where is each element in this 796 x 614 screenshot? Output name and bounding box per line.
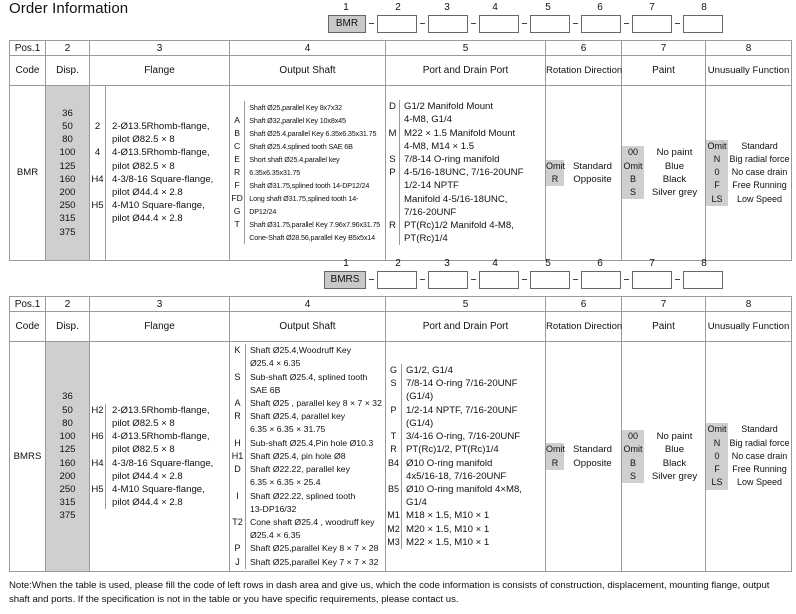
flange-header: Flange xyxy=(90,312,230,342)
dash xyxy=(369,279,374,280)
output-shaft-header: Output Shaft xyxy=(230,312,386,342)
strip-number: 2 xyxy=(395,258,401,269)
pos-number: 8 xyxy=(706,41,792,56)
strip-number: 6 xyxy=(597,258,603,269)
strip-number: 4 xyxy=(492,2,498,13)
code-field-8[interactable] xyxy=(683,271,723,289)
pos-number: 2 xyxy=(46,297,90,312)
port-cell: D M S P R G1/2 Manifold Mount 4-M8, G1/4 M22 × 1.5 Manifold Mount 4-M8, M14 × 1.5 7/8-14 O-ring manifold 4-5/16-18UNC, 7/16-20UNF 1/2-14 NPTF Manifold 4-5/16-18UNC, 7/16-20UNF PT(Rc)1/2 Manifold 4-M8, PT(Rc)1/4 xyxy=(386,86,546,261)
dash xyxy=(369,23,374,24)
strip-number: 6 xyxy=(597,2,603,13)
strip-number: 1 xyxy=(343,258,349,269)
strip-number: 5 xyxy=(545,2,551,13)
dash xyxy=(675,23,680,24)
dash xyxy=(675,279,680,280)
code-field-2[interactable] xyxy=(377,15,417,33)
flange-cell: 2 4 H4 H5 2-Ø13.5Rhomb-flange, pilot Ø82.5 × 8 4-Ø13.5Rhomb-flange, pilot Ø82.5 × 8 4-3/8-16 Square-flange, pilot Ø44.4 × 2.8 4-M10 Square-flange, pilot Ø44.4 × 2.8 xyxy=(90,86,230,261)
function-cell: Omit N 0 F LS Standard Big radial force No case drain Free Running Low Speed xyxy=(706,86,792,261)
pos-number: 5 xyxy=(386,41,546,56)
dash xyxy=(420,23,425,24)
disp-header: Disp. xyxy=(46,56,90,86)
output-shaft-cell: A B C E R F FD G T Shaft Ø25,parallel Key 8x7x32 Shaft Ø32,parallel Key 10x8x45 Shaft Ø25.4,parallel Key 6.35x6.35x31.75 Shaft Ø25.4,splined tooth SAE 6B Short shaft Ø25.4,parallel key 6.35x6.35x31.75 Shaft Ø31.75,splined tooth 14-DP12/24 Long shaft Ø31.75,splined tooth 14-DP12/24 Shaft Ø31.75,parallel Key 7.96x7.96x31.75 Cone-Shaft Ø28.56,parallel Key B5x5x14 xyxy=(230,86,386,261)
disp-values: 36 50 80 100 125 160 200 250 315 375 xyxy=(46,342,90,572)
code-field-3[interactable] xyxy=(428,271,468,289)
code-field-8[interactable] xyxy=(683,15,723,33)
disp-values: 36 50 80 100 125 160 200 250 315 375 xyxy=(46,86,90,261)
dash xyxy=(522,23,527,24)
pos-number: 6 xyxy=(546,297,622,312)
output-shaft-header: Output Shaft xyxy=(230,56,386,86)
pos-number: 7 xyxy=(622,297,706,312)
code-field-4[interactable] xyxy=(479,271,519,289)
port-cell: G S P T R B4 B5 M1 M2 M3 G1/2, G1/4 7/8-14 O-ring 7/16-20UNF (G1/4) 1/2-14 NPTF, 7/16-20UNF (G1/4) 3/4-16 O-ring, 7/16-20UNF PT(Rc)1/2, PT(Rc)1/4 Ø10 O-ring manifold 4x5/16-18, 7/16-20UNF Ø10 O-ring manifold 4×M8, G1/4 M18 × 1.5, M10 × 1 M20 × 1.5, M10 × 1 M22 × 1.5, M10 × 1 xyxy=(386,342,546,572)
code-field-6[interactable] xyxy=(581,15,621,33)
code-strip-bmrs xyxy=(0,258,796,294)
code-field-2[interactable] xyxy=(377,271,417,289)
pos-number: 6 xyxy=(546,41,622,56)
pos-number: 3 xyxy=(90,41,230,56)
pos-number: 8 xyxy=(706,297,792,312)
pos-number: 5 xyxy=(386,297,546,312)
port-header: Port and Drain Port xyxy=(386,56,546,86)
pos-number: 3 xyxy=(90,297,230,312)
output-shaft-cell: K S A R H H1 D I T2 P J Shaft Ø25.4,Woodruff Key Ø25.4 × 6.35 Sub-shaft Ø25.4, splined tooth SAE 6B Shaft Ø25 , parallel key 8 × 7 × 32 Shaft Ø25.4, parallel key 6.35 × 6.35 × 31.75 Sub-shaft Ø25.4,Pin hole Ø10.3 Shaft Ø25.4, pin hole Ø8 Shaft Ø22.22, parallel key 6.35 × 6.35 × 25.4 Shaft Ø22.22, splined tooth 13-DP16/32 Cone shaft Ø25.4 , woodruff key Ø25.4 × 6.35 Shaft Ø25,parallel Key 8 × 7 × 28 Shaft Ø25,parallel Key 7 × 7 × 32 xyxy=(230,342,386,572)
port-header: Port and Drain Port xyxy=(386,312,546,342)
dash xyxy=(471,23,476,24)
pos-number: 4 xyxy=(230,297,386,312)
strip-number: 7 xyxy=(649,2,655,13)
function-cell: Omit N 0 F LS Standard Big radial force No case drain Free Running Low Speed xyxy=(706,342,792,572)
dash xyxy=(573,23,578,24)
rotation-header: Rotation Direction xyxy=(546,56,622,86)
code-field-4[interactable] xyxy=(479,15,519,33)
flange-cell: H2 H6 H4 H5 2-Ø13.5Rhomb-flange, pilot Ø82.5 × 8 4-Ø13.5Rhomb-flange, pilot Ø82.5 × 8 4-3/8-16 Square-flange, pilot Ø44.4 × 2.8 4-M10 Square-flange, pilot Ø44.4 × 2.8 xyxy=(90,342,230,572)
page-title: Order Information xyxy=(9,0,129,17)
pos-number: 4 xyxy=(230,41,386,56)
function-header: Unusually Function xyxy=(706,56,792,86)
flange-header: Flange xyxy=(90,56,230,86)
strip-number: 4 xyxy=(492,258,498,269)
code-field-5[interactable] xyxy=(530,15,570,33)
rotation-header: Rotation Direction xyxy=(546,312,622,342)
rotation-cell: Omit R Standard Opposite xyxy=(546,342,622,572)
strip-number: 8 xyxy=(701,2,707,13)
model-code: BMRS xyxy=(10,342,46,572)
dash xyxy=(471,279,476,280)
strip-number: 5 xyxy=(545,258,551,269)
dash xyxy=(624,279,629,280)
strip-number: 7 xyxy=(649,258,655,269)
rotation-cell: Omit R Standard Opposite xyxy=(546,86,622,261)
strip-number: 3 xyxy=(444,258,450,269)
strip-number: 8 xyxy=(701,258,707,269)
strip-number: 2 xyxy=(395,2,401,13)
model-code: BMR xyxy=(10,86,46,261)
code-field-5[interactable] xyxy=(530,271,570,289)
pos-number: 7 xyxy=(622,41,706,56)
paint-header: Paint xyxy=(622,312,706,342)
paint-header: Paint xyxy=(622,56,706,86)
pos-number: 2 xyxy=(46,41,90,56)
code-strip-bmr xyxy=(0,2,796,38)
code-field-7[interactable] xyxy=(632,15,672,33)
code-header: Code xyxy=(10,312,46,342)
footer-note: Note:When the table is used, please fill the code of left rows in dash area and give us, which the code information is consists of construction, displacement, mounting flange, output shaft and ports. If the specification is not in the table or you have specific requirements, please contact us. xyxy=(9,580,770,605)
strip-number: 1 xyxy=(343,2,349,13)
code-field-7[interactable] xyxy=(632,271,672,289)
pos-label: Pos.1 xyxy=(10,297,46,312)
paint-cell: 00 Omit B S No paint Blue Black Silver grey xyxy=(622,342,706,572)
code-field-6[interactable] xyxy=(581,271,621,289)
strip-number: 3 xyxy=(444,2,450,13)
disp-header: Disp. xyxy=(46,312,90,342)
dash xyxy=(573,279,578,280)
code-header: Code xyxy=(10,56,46,86)
pos-label: Pos.1 xyxy=(10,41,46,56)
function-header: Unusually Function xyxy=(706,312,792,342)
bmrs-order-table xyxy=(9,296,792,572)
code-field-3[interactable] xyxy=(428,15,468,33)
code-box-model: BMRS xyxy=(324,271,366,289)
dash xyxy=(522,279,527,280)
dash xyxy=(624,23,629,24)
bmr-order-table xyxy=(9,40,792,261)
paint-cell: 00 Omit B S No paint Blue Black Silver grey xyxy=(622,86,706,261)
code-box-model: BMR xyxy=(328,15,366,33)
dash xyxy=(420,279,425,280)
